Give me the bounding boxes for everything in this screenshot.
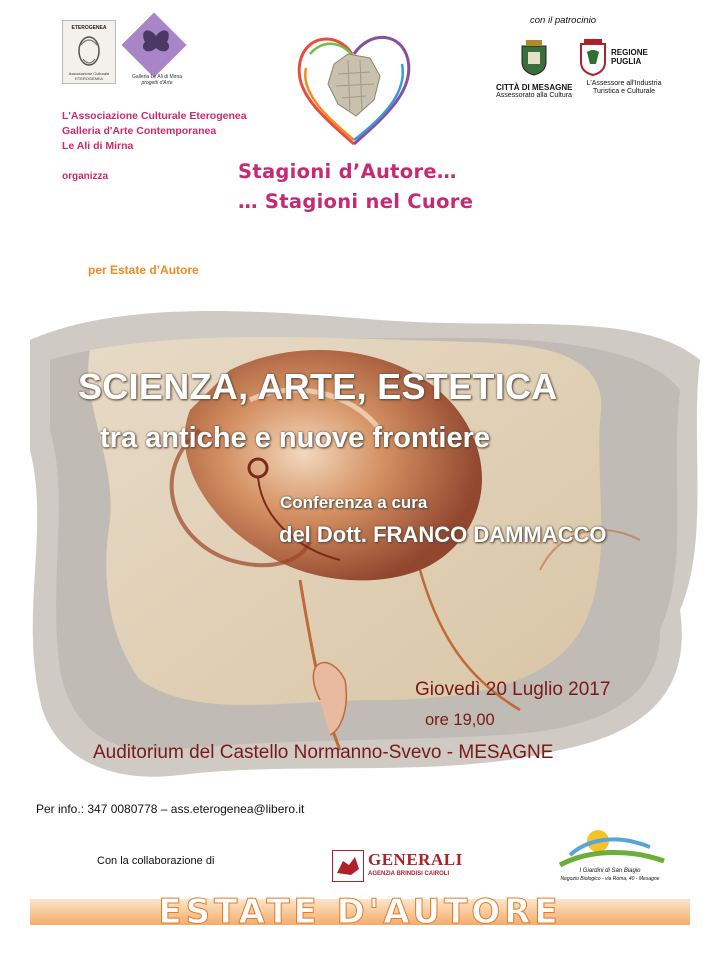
event-venue: Auditorium del Castello Normanno-Svevo - MESAGNE [93, 742, 554, 763]
estate-d-autore-banner [30, 895, 690, 929]
event-subheadline: tra antiche e nuove frontiere [100, 422, 490, 454]
butterfly-icon [125, 22, 187, 68]
association-line: L'Associazione Culturale Eterogenea [62, 110, 247, 122]
event-headline: SCIENZA, ARTE, ESTETICA [78, 366, 558, 407]
generali-logo [332, 850, 462, 884]
banner-text: ESTATE D'AUTORE [158, 895, 562, 929]
regione-label: REGIONE PUGLIA [611, 48, 648, 66]
per-estate-label: per Estate d’Autore [88, 263, 199, 277]
citta-di-mesagne-logo [496, 38, 572, 99]
ali-di-mirna-logo [125, 22, 187, 86]
giardini-address: Negozio Biologico - via Roma, 40 - Mesagne [560, 876, 660, 882]
heart-town-logo-icon [290, 24, 418, 148]
giardini-name: I Giardini di San Biagio [579, 868, 641, 874]
eterogenea-logo-title: ETEROGENEA [71, 25, 107, 31]
ali-di-mirna-caption: Galleria Le Ali di Mirna progetti d'Arte [131, 74, 183, 86]
association-line: Galleria d'Arte Contemporanea [62, 125, 217, 137]
conference-label: Conferenza a cura [280, 493, 428, 512]
season-title-line2: … Stagioni nel Cuore [238, 190, 474, 213]
patrocinio-label: con il patrocinio [530, 15, 597, 26]
generali-agency: AGENZIA BRINDISI CAIROLI [368, 871, 450, 877]
organizza-label: organizza [62, 171, 109, 182]
generali-wordmark: GENERALI [368, 850, 463, 869]
giardini-san-biagio-logo [540, 825, 680, 885]
season-title-line1: Stagioni d’Autore… [238, 160, 457, 183]
sun-landscape-icon [540, 825, 680, 869]
comune-sub: Assessorato alla Cultura [496, 92, 572, 99]
mesagne-crest-icon [516, 38, 552, 76]
speaker-name: del Dott. FRANCO DAMMACCO [279, 522, 607, 547]
event-time: ore 19,00 [425, 711, 495, 729]
contact-info: Per info.: 347 0080778 – ass.eterogenea@libero.it [36, 802, 305, 816]
eterogenea-logo-caption: Associazione Culturale ETEROGENEA [68, 71, 110, 81]
association-names [62, 109, 247, 154]
regione-sub: L'Assessore all'Industria Turistica e Culturale [586, 80, 662, 95]
eterogenea-logo [62, 20, 116, 84]
generali-lion-icon [332, 850, 364, 882]
comune-name: CITTÀ DI MESAGNE [496, 83, 573, 92]
puglia-crest-icon [578, 38, 608, 76]
association-line: Le Ali di Mirna [62, 140, 134, 152]
collaboration-label: Con la collaborazione di [97, 855, 215, 867]
event-date: Giovedì 20 Luglio 2017 [415, 679, 611, 700]
